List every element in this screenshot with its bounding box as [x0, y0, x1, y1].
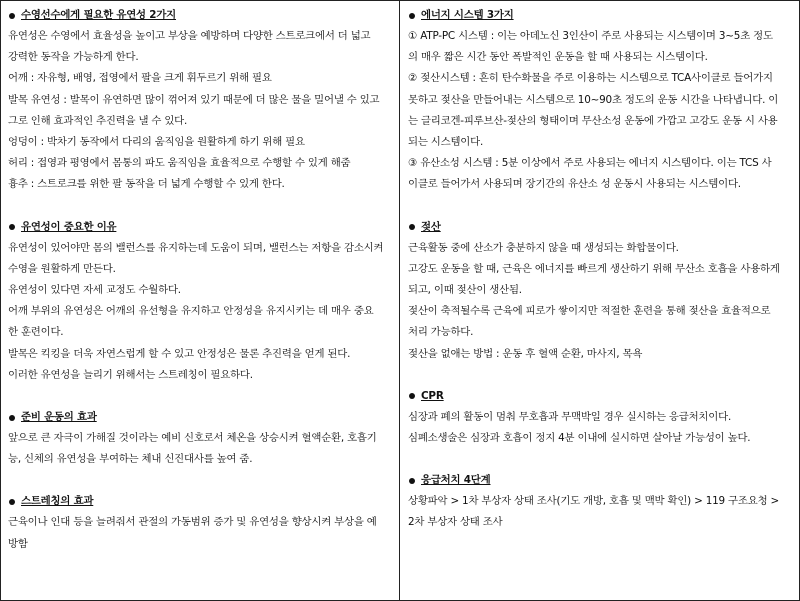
bullet-icon	[9, 499, 15, 505]
paragraph-line: 고강도 운동을 할 때, 근육은 에너지를 빠르게 생산하기 위해 무산소 호흡을 사용하게	[408, 262, 780, 275]
left-column	[1, 1, 400, 600]
bullet-icon	[409, 478, 415, 484]
paragraph-line: 유연성이 있어야만 몸의 밸런스를 유지하는데 도움이 되며, 밸런스는 저항을 감소시켜	[8, 241, 384, 254]
spacer	[8, 386, 393, 407]
bullet-icon	[9, 415, 15, 421]
paragraph-line: 되고, 이때 젖산이 생산됨.	[408, 284, 522, 297]
spacer	[408, 365, 792, 386]
paragraph-line: 발목 유연성 : 발목이 유연하면 많이 꺾어져 있기 때문에 더 많은 물을 밀어낼 수 있고	[8, 93, 380, 106]
section-cpr	[408, 386, 792, 449]
section-heading	[8, 217, 393, 238]
spacer	[408, 196, 792, 217]
bullet-icon	[9, 13, 15, 19]
section-swimmer-flexibility	[8, 5, 393, 196]
section-heading	[408, 386, 792, 407]
section-why-flexibility	[8, 217, 393, 386]
section-stretching	[8, 491, 393, 554]
paragraph-line: 되는 시스템이다.	[408, 136, 484, 149]
paragraph-line: 엉덩이 : 박차기 동작에서 다리의 움직임을 원활하게 하기 위해 필요	[8, 136, 305, 149]
heading-text: 유연성이 중요한 이유	[21, 220, 117, 233]
paragraph-line: 젖산을 없애는 방법 : 운동 후 혈액 순환, 마사지, 목욕	[408, 347, 643, 360]
section-heading	[8, 407, 393, 428]
bullet-icon	[409, 393, 415, 399]
section-energy-systems	[408, 5, 792, 196]
heading-text: 응급처치 4단계	[421, 474, 491, 487]
bullet-icon	[409, 224, 415, 230]
heading-text: CPR	[421, 389, 444, 402]
paragraph-line: 이러한 유연성을 늘리기 위해서는 스트레칭이 필요하다.	[8, 368, 253, 381]
spacer	[8, 196, 393, 217]
paragraph-line: 심장과 폐의 활동이 멈춰 무호흡과 무맥박일 경우 실시하는 응급처치이다.	[408, 410, 732, 423]
heading-text: 에너지 시스템 3가지	[421, 8, 514, 21]
paragraph-line: 강력한 동작을 가능하게 한다.	[8, 51, 139, 64]
bullet-icon	[9, 224, 15, 230]
paragraph-line: 그로 인해 효과적인 추진력을 낼 수 있다.	[8, 114, 188, 127]
section-heading	[408, 217, 792, 238]
right-column	[400, 1, 798, 600]
spacer	[8, 470, 393, 491]
paragraph-line: 흉추 : 스트로크를 위한 팔 동작을 더 넓게 수행할 수 있게 한다.	[8, 178, 285, 191]
spacer	[408, 449, 792, 470]
paragraph-line: 근육활동 중에 산소가 충분하지 않을 때 생성되는 화합물이다.	[408, 241, 679, 254]
paragraph-line: 앞으로 큰 자극이 가해질 것이라는 예비 신호로서 체온을 상승시켜 혈액순환, 호흡기	[8, 432, 377, 445]
section-heading	[8, 491, 393, 512]
paragraph-line: 근육이나 인대 등을 늘려줘서 관절의 가동범위 증가 및 유연성을 향상시켜 부상을 예	[8, 516, 377, 529]
paragraph-line: 2차 부상자 상태 조사	[408, 516, 503, 529]
paragraph-line: 심폐소생술은 심장과 호흡이 정지 4분 이내에 실시하면 살아날 가능성이 높다.	[408, 432, 751, 445]
paragraph-line: 어깨 : 자유형, 배영, 접영에서 팔을 크게 휘두르기 위해 필요	[8, 72, 272, 85]
section-lactic-acid	[408, 217, 792, 365]
paragraph-line: 유연성은 수영에서 효율성을 높이고 부상을 예방하며 다양한 스트로크에서 더 넓고	[8, 30, 371, 42]
paragraph-line: 처리 가능하다.	[408, 326, 474, 339]
paragraph-line: 방함	[8, 537, 28, 550]
paragraph-line: 이클로 들어가서 사용되며 장기간의 유산소 성 운동시 사용되는 시스템이다.	[408, 178, 741, 191]
section-first-aid-steps	[408, 470, 792, 533]
paragraph-line: 의 매우 짧은 시간 동안 폭발적인 운동을 할 때 사용되는 시스템이다.	[408, 51, 708, 64]
paragraph-line: 못하고 젖산을 만들어내는 시스템으로 10~90초 정도의 운동 시간을 나타냅니다. 이	[408, 93, 779, 106]
section-warmup	[8, 407, 393, 470]
heading-text: 스트레칭의 효과	[21, 495, 94, 508]
paragraph-line: ③ 유산소성 시스템 : 5분 이상에서 주로 사용되는 에너지 시스템이다. 이는 TCS 사	[408, 157, 772, 170]
paragraph-line: 젖산이 축적될수록 근육에 피로가 쌓이지만 적절한 훈련을 통해 젖산을 효율적으로	[408, 305, 771, 318]
paragraph-line: 허리 : 접영과 평영에서 몸통의 파도 움직임을 효율적으로 수행할 수 있게 해줌	[8, 157, 351, 170]
bullet-icon	[409, 13, 415, 19]
paragraph-line: 능, 신체의 유연성을 부여하는 체내 신진대사를 높여 줌.	[8, 453, 253, 466]
section-heading	[408, 470, 792, 491]
section-heading	[8, 5, 393, 26]
paragraph-line: 발목은 킥킹을 더욱 자연스럽게 할 수 있고 안정성은 물론 추진력을 얻게 된다.	[8, 347, 351, 360]
paragraph-line: 어깨 부위의 유연성은 어깨의 유선형을 유지하고 안정성을 유지시키는 데 매우 중요	[8, 305, 374, 318]
paragraph-line: ① ATP-PC 시스템 : 이는 아데노신 3인산이 주로 사용되는 시스템이며 3~5초 정도	[408, 30, 773, 42]
paragraph-line: ② 젖산시스템 : 흔히 탄수화물을 주로 이용하는 시스템으로 TCA사이클로 들어가지	[408, 72, 773, 85]
paragraph-line: 수영을 원활하게 만든다.	[8, 262, 116, 275]
paragraph-line: 한 훈련이다.	[8, 326, 64, 339]
section-heading	[408, 5, 792, 26]
heading-text: 젖산	[421, 220, 441, 233]
paragraph-line: 유연성이 있다면 자세 교정도 수월하다.	[8, 284, 181, 297]
heading-text: 준비 운동의 효과	[21, 410, 97, 423]
heading-text: 수영선수에게 필요한 유연성 2가지	[21, 8, 177, 21]
paragraph-line: 는 글리코겐-피루브산-젖산의 형태이며 무산소성 운동에 가깝고 고강도 운동 시 사용	[408, 114, 778, 127]
paragraph-line: 상황파악 > 1차 부상자 상태 조사(기도 개방, 호흡 및 맥박 확인) > 119 구조요청 >	[408, 495, 780, 508]
